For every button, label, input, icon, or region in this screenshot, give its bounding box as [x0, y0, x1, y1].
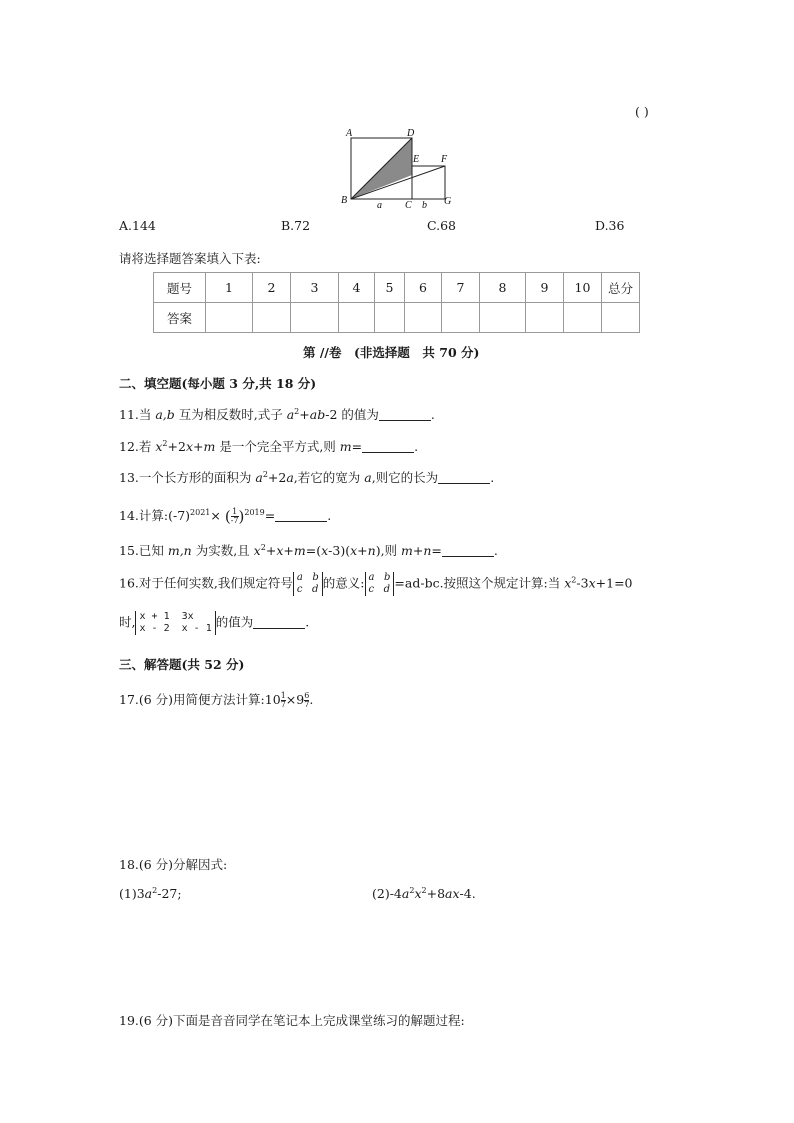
q18-text: (2)-4 — [372, 886, 402, 901]
question-19: 19.(6 分)下面是音音同学在笔记本上完成课堂练习的解题过程: — [119, 1013, 465, 1028]
answer-cell[interactable] — [405, 303, 442, 333]
table-cell: 2 — [253, 273, 291, 303]
q16-text: =ad-bc.按照这个规定计算:当 — [394, 575, 565, 591]
det-entry: b — [312, 572, 319, 583]
determinant-definition — [365, 572, 395, 596]
det-entry: 3x — [181, 611, 194, 622]
q13-var: a — [364, 470, 372, 485]
q14-exponent: 2019 — [244, 508, 265, 517]
answer-blank[interactable] — [275, 509, 327, 522]
question-18-part-2 — [372, 886, 476, 901]
q18-text: -27; — [157, 886, 182, 901]
section-solution-heading: 三、解答题(共 52 分) — [119, 657, 245, 672]
option-c: C.68 — [427, 218, 456, 233]
table-cell: 答案 — [154, 303, 206, 333]
q15-var: x — [276, 543, 284, 558]
det-entry: d — [383, 584, 391, 595]
label-g-point: G — [444, 196, 452, 207]
q12-text: 是一个完全平方式,则 — [215, 439, 340, 454]
q15-text: ),则 — [375, 543, 402, 558]
question-14 — [119, 506, 331, 526]
q11-var: a — [286, 407, 295, 422]
q13-var: a — [286, 470, 294, 485]
table-cell: 6 — [405, 273, 442, 303]
question-15 — [119, 541, 498, 559]
fraction-denominator: -7 — [230, 516, 239, 525]
q15-exponent: 2 — [260, 543, 266, 552]
q16-exponent: 2 — [571, 575, 577, 585]
q13-text: ,若它的宽为 — [293, 470, 365, 485]
table-cell: 5 — [375, 273, 405, 303]
q18-exponent: 2 — [152, 886, 158, 895]
question-11 — [119, 405, 435, 423]
q15-var: x — [253, 543, 261, 558]
q11-text: -2 的值为 — [325, 407, 379, 422]
question-16-line-2 — [119, 611, 309, 635]
q16-text: +1=0 — [595, 575, 633, 591]
table-cell: 题号 — [154, 273, 206, 303]
option-b: B.72 — [281, 218, 311, 233]
question-18: 18.(6 分)分解因式: — [119, 857, 228, 872]
q17-text: 17.(6 分)用简便方法计算:10 — [119, 692, 281, 707]
table-row-answers — [154, 303, 640, 333]
q18-exponent: 2 — [409, 886, 415, 895]
q12-text: + — [193, 439, 204, 454]
q18-text: -4. — [459, 886, 476, 901]
answer-cell[interactable] — [339, 303, 375, 333]
q16-var: x — [588, 575, 596, 591]
label-b-length: b — [422, 200, 427, 210]
fraction-denominator: 7 — [280, 700, 286, 709]
q15-var: n — [367, 543, 376, 558]
q13-text: +2 — [267, 470, 287, 485]
table-cell: 4 — [339, 273, 375, 303]
q13-text: 13.一个长方形的面积为 — [119, 470, 256, 485]
square-cefg — [412, 166, 445, 199]
q14-paren-right: ) — [238, 507, 245, 526]
label-e-point: E — [413, 154, 420, 165]
det-entry: x - 2 — [139, 623, 170, 634]
q14-paren-left: ( — [224, 507, 231, 526]
table-cell: 10 — [564, 273, 602, 303]
determinant-expression — [135, 611, 215, 635]
label-a-point: A — [346, 128, 353, 139]
q11-text: . — [430, 407, 435, 422]
answer-cell[interactable] — [526, 303, 564, 333]
answer-cell[interactable] — [602, 303, 640, 333]
geometry-figure — [340, 124, 460, 210]
answer-table — [153, 272, 640, 333]
table-cell: 3 — [291, 273, 339, 303]
q12-text: 12.若 — [119, 439, 156, 454]
answer-cell[interactable] — [442, 303, 480, 333]
q14-text: = — [264, 508, 276, 523]
answer-blank[interactable] — [362, 440, 414, 453]
option-d: D.36 — [595, 218, 625, 233]
table-cell: 8 — [480, 273, 526, 303]
q12-var: x — [185, 439, 194, 454]
q15-text: + — [265, 543, 277, 558]
label-d-point: D — [407, 128, 415, 139]
q15-text: -3)( — [328, 543, 351, 558]
answer-cell[interactable] — [206, 303, 253, 333]
question-17 — [119, 690, 313, 709]
q12-text: . — [414, 439, 419, 454]
q13-text: . — [490, 470, 495, 485]
q15-text: + — [412, 543, 424, 558]
q15-text: 15.已知 — [119, 543, 168, 558]
answer-blank[interactable] — [442, 544, 494, 557]
q16-text: 16.对于任何实数,我们规定符号 — [119, 575, 293, 591]
fraction-numerator: 1 — [232, 507, 238, 516]
q15-var: m — [401, 543, 413, 558]
section-fill-blank-heading: 二、填空题(每小题 3 分,共 18 分) — [119, 376, 317, 391]
answer-bracket: ( ) — [635, 104, 649, 119]
q14-text: . — [327, 508, 332, 523]
question-12 — [119, 437, 418, 455]
fraction-numerator: 1 — [280, 691, 286, 700]
q16-text: 时, — [119, 614, 136, 630]
q11-text: + — [299, 407, 310, 422]
table-intro: 请将选择题答案填入下表: — [119, 251, 261, 266]
q16-text: -3 — [576, 575, 589, 591]
question-18-part-1 — [119, 886, 182, 901]
q13-text: ,则它的长为 — [371, 470, 439, 485]
q15-text: 为实数,且 — [191, 543, 254, 558]
table-cell: 总分 — [602, 273, 640, 303]
det-entry: b — [384, 572, 391, 583]
q15-var: x — [321, 543, 329, 558]
q17-text: . — [309, 692, 314, 707]
det-entry: x - 1 — [181, 623, 212, 634]
fraction-denominator: 7 — [304, 700, 310, 709]
label-f-point: F — [441, 154, 448, 165]
q14-text: 14.计算:(-7) — [119, 508, 191, 523]
question-16 — [119, 572, 633, 596]
q11-vars: a,b — [155, 407, 175, 422]
q18-var: x — [414, 886, 422, 901]
q15-text: = — [431, 543, 442, 558]
q14-fraction — [231, 508, 239, 525]
question-13 — [119, 468, 494, 486]
q17-text: ×9 — [285, 692, 305, 707]
table-cell: 9 — [526, 273, 564, 303]
answer-blank[interactable] — [438, 471, 490, 484]
q16-text: 的意义: — [322, 575, 365, 591]
answer-cell[interactable] — [291, 303, 339, 333]
det-entry: d — [312, 584, 319, 595]
q18-var: a — [401, 886, 410, 901]
q15-var: x — [350, 543, 358, 558]
q18-text: (1)3 — [119, 886, 145, 901]
label-c-point: C — [405, 200, 412, 210]
q18-text: +8 — [426, 886, 446, 901]
q12-exponent: 2 — [162, 439, 168, 448]
label-b-point: B — [341, 195, 348, 206]
answer-blank[interactable] — [253, 616, 305, 629]
q18-var: a — [144, 886, 153, 901]
table-cell: 1 — [206, 273, 253, 303]
answer-blank[interactable] — [379, 408, 431, 421]
q14-exponent: 2021 — [190, 508, 211, 517]
answer-cell[interactable] — [375, 303, 405, 333]
q13-var: a — [255, 470, 263, 485]
volume-title: 第 //卷 (非选择题 共 70 分) — [303, 345, 480, 360]
q15-vars: m,n — [167, 543, 192, 558]
q15-var: m — [293, 543, 306, 558]
answer-cell[interactable] — [253, 303, 291, 333]
q15-text: . — [493, 543, 498, 558]
q11-text: 11.当 — [119, 407, 156, 422]
fraction-numerator: 6 — [304, 691, 310, 700]
q11-exponent: 2 — [294, 407, 300, 416]
det-entry: a — [368, 572, 375, 583]
q16-text: 的值为 — [215, 614, 254, 630]
q12-var: m — [203, 439, 216, 454]
q15-text: + — [283, 543, 294, 558]
answer-cell[interactable] — [480, 303, 526, 333]
label-a-length: a — [377, 200, 382, 210]
table-cell: 7 — [442, 273, 480, 303]
q12-var: m — [339, 439, 352, 454]
table-row-numbers — [154, 273, 640, 303]
q11-text: 互为相反数时,式子 — [174, 407, 287, 422]
q16-var: x — [564, 575, 572, 591]
option-a: A.144 — [119, 218, 156, 233]
q13-exponent: 2 — [262, 470, 268, 479]
q16-text: . — [305, 614, 310, 630]
determinant-symbol — [293, 572, 323, 596]
q18-exponent: 2 — [421, 886, 427, 895]
q15-var: n — [423, 543, 432, 558]
det-entry: a — [296, 572, 303, 583]
q12-text: = — [351, 439, 363, 454]
det-entry: x + 1 — [139, 611, 170, 622]
q11-var: ab — [309, 407, 326, 422]
det-entry: c — [296, 584, 303, 595]
q15-text: =( — [305, 543, 322, 558]
det-entry: c — [368, 584, 375, 595]
q14-text: × — [210, 508, 221, 523]
q12-var: x — [155, 439, 163, 454]
answer-cell[interactable] — [564, 303, 602, 333]
q12-text: +2 — [167, 439, 186, 454]
q18-var: ax — [445, 886, 460, 901]
q15-text: + — [357, 543, 368, 558]
